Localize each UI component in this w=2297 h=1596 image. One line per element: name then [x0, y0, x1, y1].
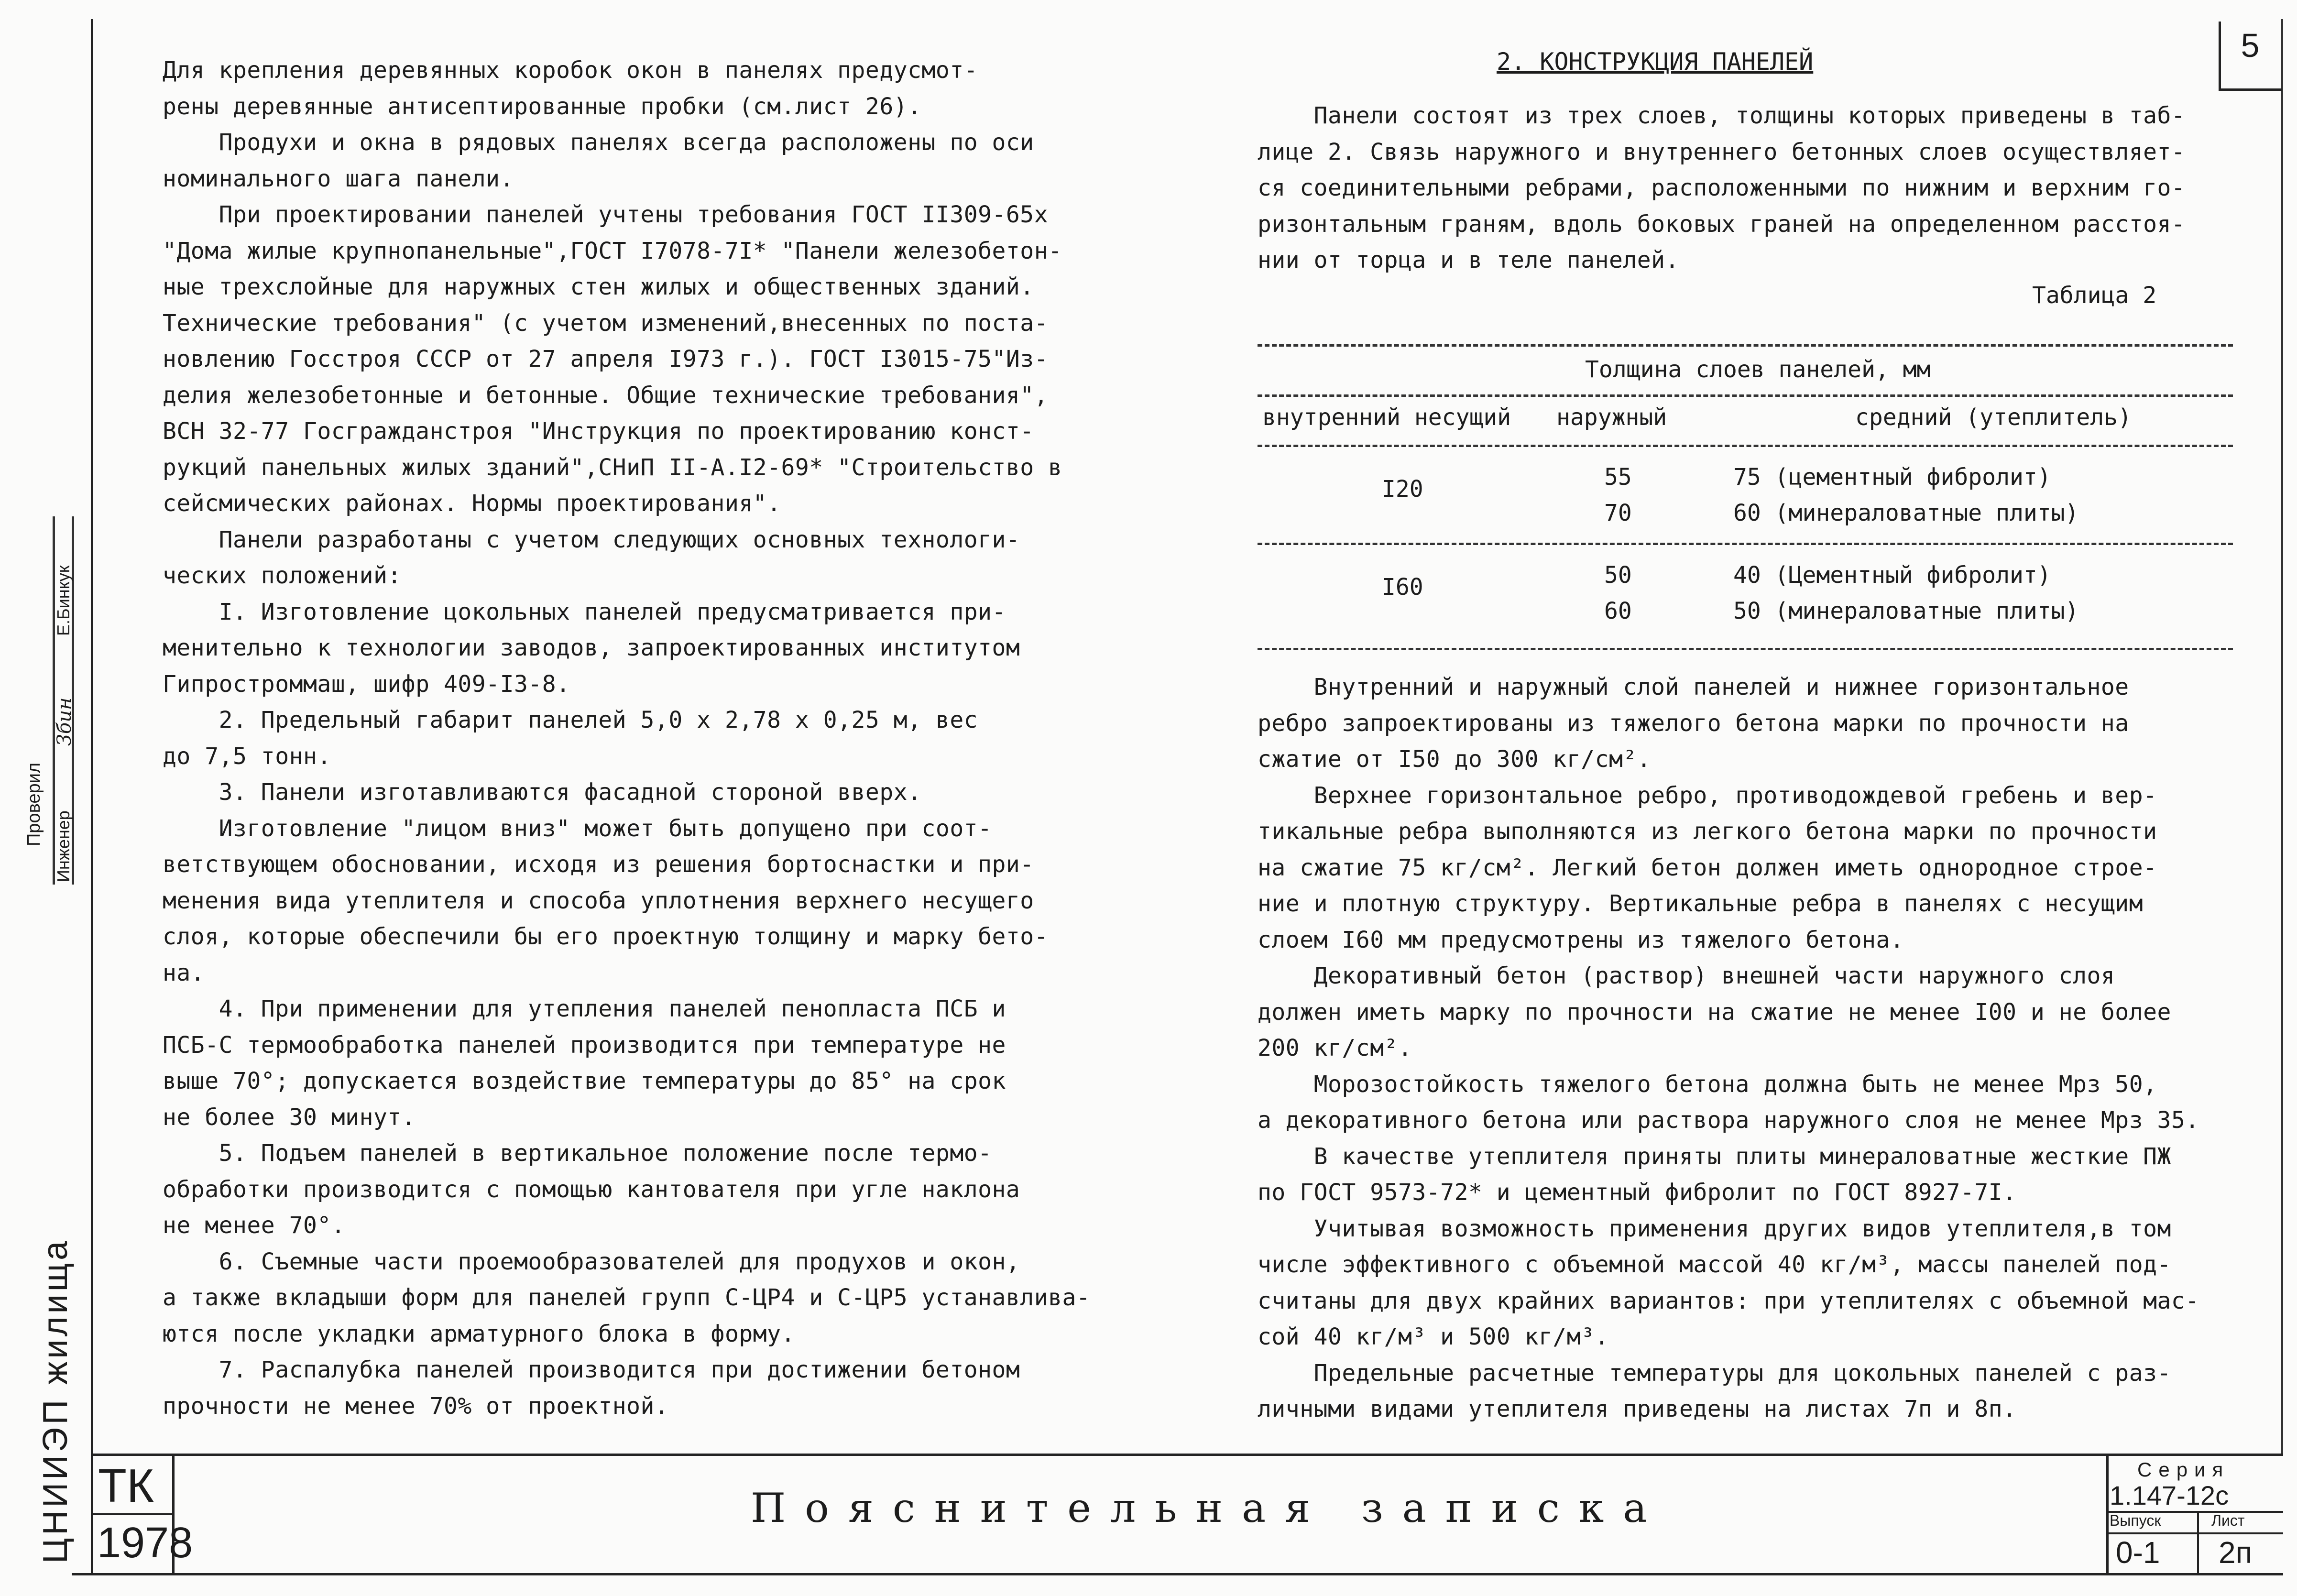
text-line: I. Изготовление цокольных панелей предусматривается при- [163, 598, 1006, 625]
checked-label: Проверил [24, 762, 44, 846]
text-line: делия железобетонные и бетонные. Общие технические требования", [163, 382, 1049, 409]
text-line: 200 кг/см². [1258, 1035, 1412, 1061]
frame-right-line [2281, 19, 2283, 1454]
text-line: числе эффективного с объемной массой 40 кг/м³, массы панелей под- [1258, 1251, 2171, 1278]
text-line: сейсмических районах. Нормы проектирования". [163, 490, 781, 517]
table-row-inner: I60 [1382, 574, 1423, 601]
text-line: Изготовление "лицом вниз" может быть допущено при соот- [163, 815, 992, 842]
text-line: ние и плотную структуру. Вертикальные ребра в панелях с несущим [1258, 890, 2144, 917]
institute-name: ЦНИИЭП жилища [36, 1238, 75, 1563]
table-row-inner: I20 [1382, 476, 1423, 503]
engineer-label: Инженер [54, 810, 73, 882]
text-line: рукций панельных жилых зданий",СНиП II-А.I2-69* "Строительство в [163, 454, 1062, 481]
text-line: Гипростроммаш, шифр 409-I3-8. [163, 670, 570, 698]
org-divider [93, 1513, 172, 1515]
text-line: Панели состоят из трех слоев, толщины которых приведены в таб- [1258, 102, 2186, 129]
issue-label: Выпуск [2110, 1512, 2161, 1529]
text-line: слоем I60 мм предусмотрены из тяжелого бетона. [1258, 926, 1904, 953]
text-line: Предельные расчетные температуры для цокольных панелей с раз- [1258, 1359, 2171, 1387]
text-line: менения вида утеплителя и способа уплотнения верхнего несущего [163, 887, 1034, 914]
text-line: 3. Панели изготавливаются фасадной стороной вверх. [163, 779, 922, 806]
text-line: 2. Предельный габарит панелей 5,0 х 2,78 х 0,25 м, вес [163, 707, 978, 733]
series-value: 1.147-12с [2110, 1480, 2229, 1510]
text-line: выше 70°; допускается воздействие температуры до 85° на срок [163, 1068, 1006, 1094]
text-line: Продухи и окна в рядовых панелях всегда расположены по оси [163, 129, 1034, 156]
page-number: 5 [2241, 27, 2260, 64]
right-body-text [1258, 669, 2199, 1428]
text-line: тикальные ребра выполняются из легкого бетона марки по прочности [1258, 818, 2157, 845]
table-caption: Таблица 2 [2032, 282, 2157, 309]
table-row-middle: 50 (минераловатные плиты) [1733, 598, 2079, 624]
document-title: Пояснительная записка [751, 1485, 1666, 1531]
text-line: Для крепления деревянных коробок окон в панелях предусмот- [163, 57, 978, 84]
text-line: Морозостойкость тяжелого бетона должна быть не менее Мрз 50, [1258, 1071, 2157, 1098]
text-line: Декоративный бетон (раствор) внешней части наружного слоя [1258, 962, 2115, 989]
table-row-outer: 50 [1604, 562, 1632, 589]
issue-value: 0-1 [2116, 1535, 2160, 1570]
text-line: При проектировании панелей учтены требования ГОСТ II309-65х [163, 201, 1049, 228]
text-line: слоя, которые обеспечили бы его проектную толщину и марку бето- [163, 923, 1049, 950]
text-line: 5. Подъем панелей в вертикальное положение после термо- [163, 1140, 992, 1167]
series-label: Серия [2137, 1458, 2230, 1481]
text-line: не более 30 минут. [163, 1104, 416, 1131]
text-line: личными видами утеплителя приведены на листах 7п и 8п. [1258, 1396, 2017, 1422]
frame-bottom-line [72, 1573, 2283, 1575]
issue-sheet-divider [2106, 1532, 2283, 1534]
signature: Збин [54, 697, 76, 746]
text-line: ВСН 32-77 Госгражданстроя "Инструкция по проектированию конст- [163, 418, 1034, 445]
table-row-middle: 75 (цементный фибролит) [1733, 464, 2051, 491]
table-row-outer: 60 [1604, 598, 1632, 624]
text-line: менительно к технологии заводов, запроектированных институтом [163, 634, 1020, 661]
text-line: а декоративного бетона или раствора наружного слоя не менее Мрз 35. [1258, 1107, 2199, 1134]
table-row-middle: 40 (Цементный фибролит) [1733, 562, 2051, 589]
sheet-label: Лист [2211, 1512, 2245, 1529]
text-line: нии от торца и в теле панелей. [1258, 247, 1679, 273]
text-line: прочности не менее 70% от проектной. [163, 1392, 669, 1420]
right-intro-text [1258, 98, 2185, 279]
table-rule-group [1258, 394, 2233, 397]
text-line: должен иметь марку по прочности на сжатие не менее I00 и не более [1258, 998, 2171, 1026]
text-line: до 7,5 тонн. [163, 743, 331, 770]
text-line: номинального шага панели. [163, 165, 514, 192]
text-line: на. [163, 959, 205, 986]
engineer-surname: Е.Бинкук [54, 565, 73, 636]
text-line: В качестве утеплителя приняты плиты минераловатные жесткие ПЖ [1258, 1143, 2171, 1170]
text-line: "Дома жилые крупнопанельные",ГОСТ I7078-7I* "Панели железобетон- [163, 237, 1062, 264]
issue-divider [2197, 1512, 2199, 1573]
section-title: 2. КОНСТРУКЦИЯ ПАНЕЛЕЙ [1497, 48, 1814, 76]
text-line: новлению Госстроя СССР от 27 апреля I973 г.). ГОСТ I3015-75"Из- [163, 346, 1049, 372]
table-col-header-outer: наружный [1556, 404, 1667, 431]
table-rule-bottom [1258, 648, 2233, 650]
table-rule-top [1258, 344, 2233, 347]
text-line: сжатие от I50 до 300 кг/см². [1258, 746, 1652, 773]
sheet-value: 2п [2219, 1535, 2253, 1570]
title-block-top-line [91, 1454, 2283, 1456]
table-rule-mid [1258, 543, 2233, 545]
text-line: ся соединительными ребрами, расположенными по нижним и верхним го- [1258, 175, 2186, 201]
text-line: Панели разработаны с учетом следующих основных технологи- [163, 526, 1020, 553]
text-line: на сжатие 75 кг/см². Легкий бетон должен иметь однородное строе- [1258, 854, 2157, 881]
text-line: рены деревянные антисептированные пробки (см.лист 26). [163, 93, 922, 120]
text-line: Учитывая возможность применения других видов утеплителя,в том [1258, 1215, 2171, 1242]
table-col-header-middle: средний (утеплитель) [1855, 404, 2132, 431]
table-row-outer: 55 [1604, 464, 1632, 491]
text-line: 6. Съемные части проемообразователей для продухов и окон, [163, 1248, 1020, 1275]
text-line: обработки производится с помощью кантователя при угле наклона [163, 1176, 1020, 1203]
text-line: а также вкладыши форм для панелей групп С-ЦР4 и С-ЦР5 устанавлива- [163, 1284, 1091, 1311]
table-row-middle: 60 (минераловатные плиты) [1733, 500, 2079, 526]
text-line: ПСБ-С термообработка панелей производится при температуре не [163, 1031, 1006, 1059]
text-line: не менее 70°. [163, 1212, 346, 1239]
text-line: сой 40 кг/м³ и 500 кг/м³. [1258, 1323, 1609, 1350]
text-line: ческих положений: [163, 562, 402, 589]
text-line: 4. При применении для утепления панелей пенопласта ПСБ и [163, 995, 1006, 1022]
text-line: ные трехслойные для наружных стен жилых и общественных зданий. [163, 273, 1034, 300]
text-line: ются после укладки арматурного блока в форму. [163, 1320, 795, 1347]
text-line: Верхнее горизонтальное ребро, противодождевой гребень и вер- [1258, 782, 2157, 809]
text-line: ветствующем обосновании, исходя из решения бортоснастки и при- [163, 851, 1034, 878]
left-column-text [163, 53, 1090, 1424]
text-line: ризонтальным граням, вдоль боковых граней на определенном расстоя- [1258, 210, 2186, 238]
text-line: 7. Распалубка панелей производится при достижении бетоном [163, 1356, 1020, 1383]
table-row-outer: 70 [1604, 500, 1632, 526]
text-line: по ГОСТ 9573-72* и цементный фибролит по ГОСТ 8927-7I. [1258, 1179, 2017, 1206]
table-group-header: Толщина слоев панелей, мм [1585, 356, 1931, 383]
stamp-year: 1978 [97, 1519, 193, 1567]
table-col-header-inner: внутренний несущий [1262, 404, 1511, 431]
text-line: ребро запроектированы из тяжелого бетона марки по прочности на [1258, 710, 2129, 737]
table-rule-header [1258, 445, 2233, 447]
text-line: считаны для двух крайних вариантов: при утеплителях с объемной мас- [1258, 1287, 2199, 1314]
text-line: Технические требования" (с учетом изменений,внесенных по поста- [163, 309, 1049, 337]
text-line: лице 2. Связь наружного и внутреннего бетонных слоев осуществляет- [1258, 138, 2186, 165]
text-line: Внутренний и наружный слой панелей и нижнее горизонтальное [1258, 674, 2129, 700]
org-code: ТК [98, 1459, 154, 1512]
